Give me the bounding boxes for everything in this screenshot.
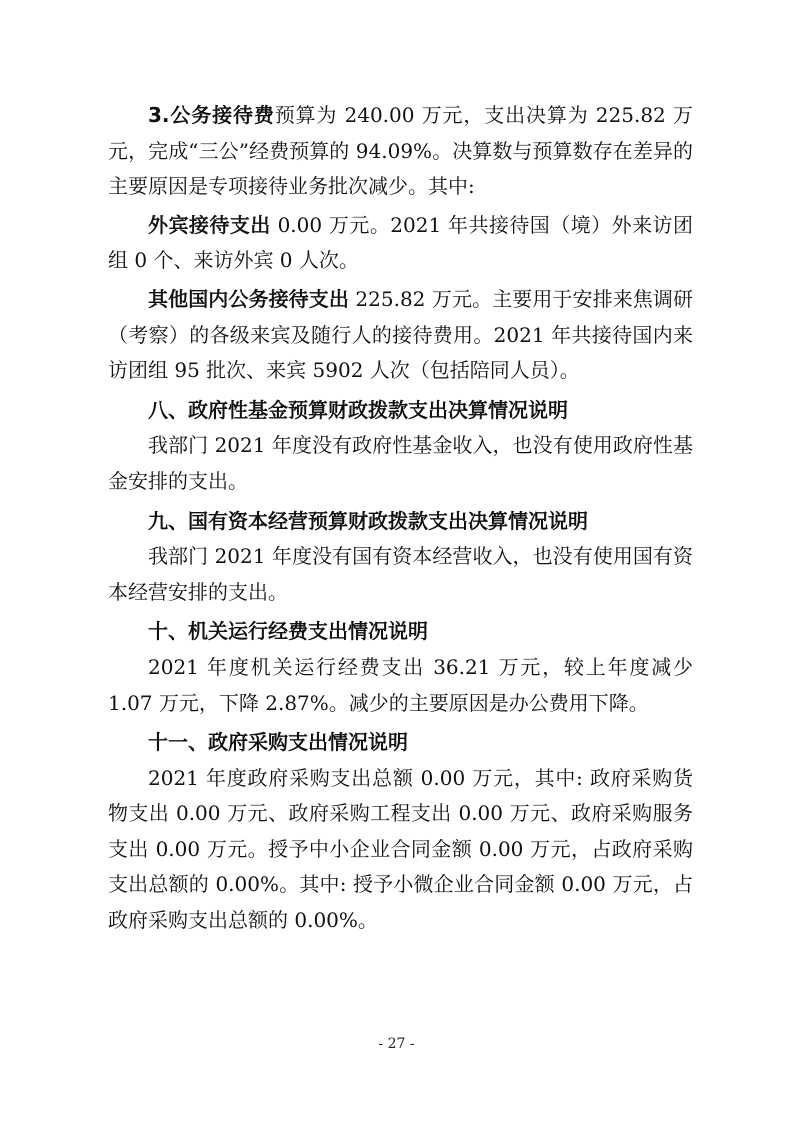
paragraph-lead: 3.公务接待费: [148, 103, 275, 127]
section-heading-10: 十、机关运行经费支出情况说明: [148, 619, 428, 644]
section-heading-9: 九、国有资本经营预算财政拨款支出决算情况说明: [148, 508, 588, 533]
paragraph-reception-fee: [108, 98, 693, 205]
paragraph-text: 225.82 万元。主要用于安排来焦调研（考察）的各级来宾及随行人的接待费用。2021 年共接待国内来访团组 95 批次、来宾 5902 人次（包括陪同人员）。: [108, 286, 694, 383]
paragraph-lead: 其他国内公务接待支出: [148, 286, 349, 311]
document-body: [108, 98, 693, 939]
section-heading-8: 八、政府性基金预算财政拨款支出决算情况说明: [148, 397, 568, 422]
paragraph-text: 预算为 240.00 万元，支出决算为 225.82 万元，完成“三公”经费预算的 94.09%。决算数与预算数存在差异的主要原因是专项接待业务批次减少。其中:: [108, 103, 694, 199]
section-heading-11: 十一、政府采购支出情况说明: [148, 730, 408, 755]
paragraph-foreign-reception: [108, 208, 693, 279]
paragraph-domestic-reception: [108, 282, 693, 389]
page-number: - 27 -: [378, 1036, 415, 1052]
paragraph-text: 0.00 万元。2021 年共接待国（境）外来访团组 0 个、来访外宾 0 人次。: [108, 212, 694, 273]
section-body-11: 2021 年度政府采购支出总额 0.00 万元，其中: 政府采购货物支出 0.00 万元、政府采购工程支出 0.00 万元、政府采购服务支出 0.00 万元。授予中小企业合同金额 0.00 万元，占政府采购支出总额的 0.00%。其中: 授予小微企业合同金额 0.00 万元，占政府采购支出总额的 0.00%。: [108, 765, 693, 933]
section-body-9: 我部门 2021 年度没有国有资本经营收入，也没有使用国有资本经营安排的支出。: [108, 544, 693, 604]
section-body-8: 我部门 2021 年度没有政府性基金收入，也没有使用政府性基金安排的支出。: [108, 433, 693, 493]
section-body-10: 2021 年度机关运行经费支出 36.21 万元，较上年度减少 1.07 万元，下降 2.87%。减少的主要原因是办公费用下降。: [108, 654, 693, 715]
paragraph-lead: 外宾接待支出: [148, 212, 271, 237]
